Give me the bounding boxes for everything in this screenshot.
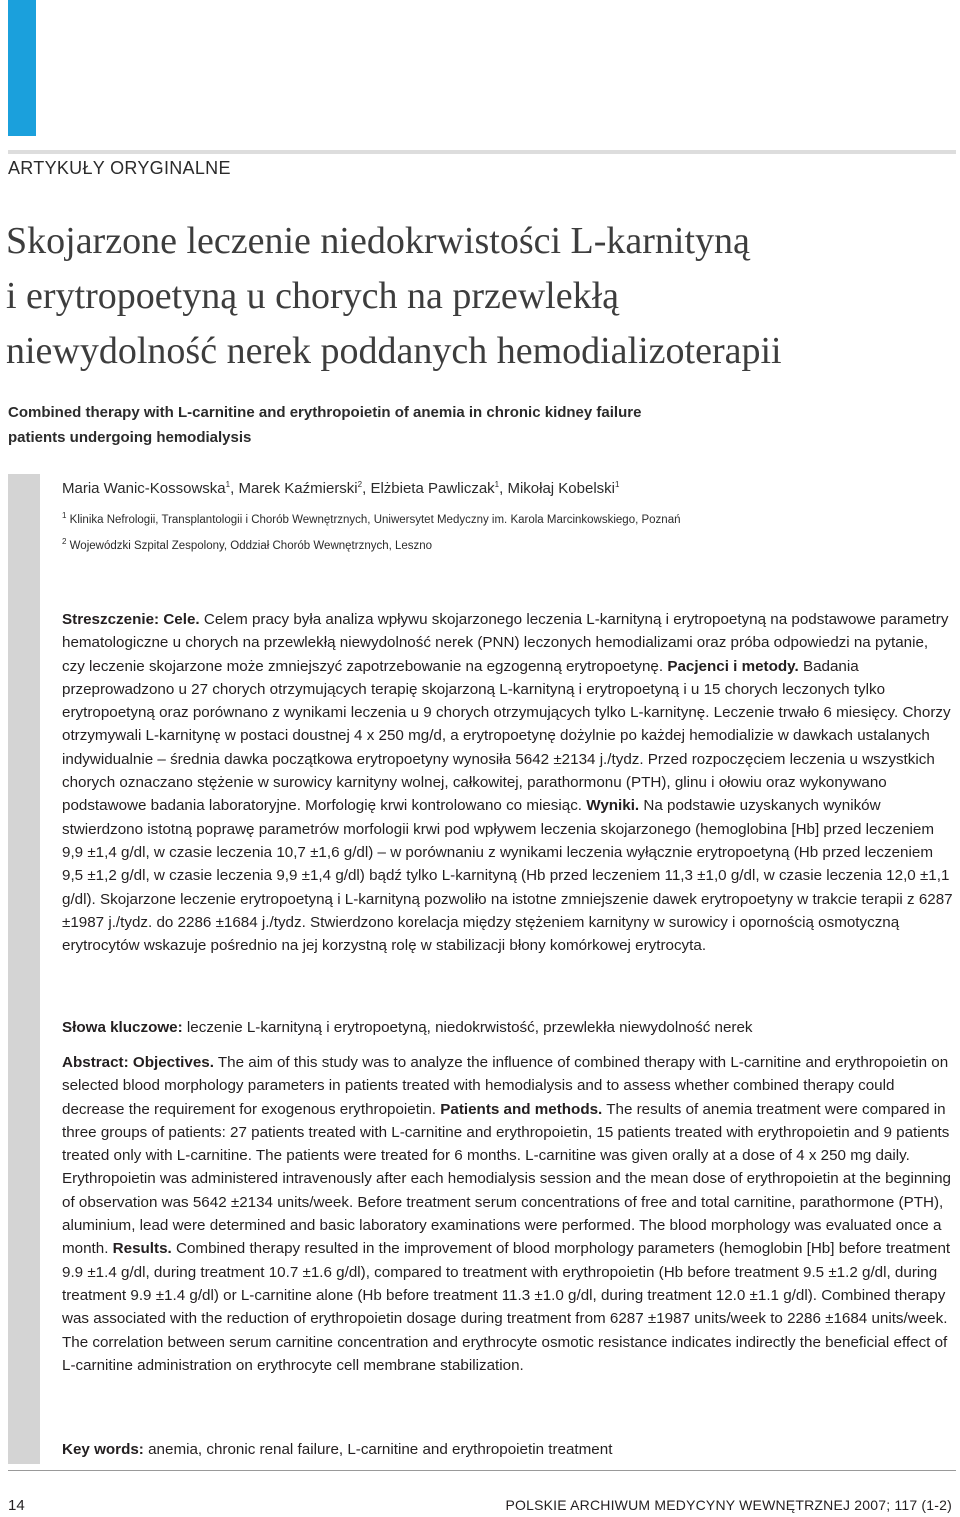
author-name: Marek Kaźmierski xyxy=(238,480,358,497)
streszczenie-label: Streszczenie: xyxy=(62,611,160,628)
author-affiliation-mark: 1 xyxy=(494,480,500,489)
english-title xyxy=(8,400,908,450)
title-line: i erytropoetyną u chorych na przewlekłą xyxy=(6,275,620,317)
author-affiliation-mark: 2 xyxy=(357,480,363,489)
slowa-kluczowe-label: Słowa kluczowe: xyxy=(62,1019,183,1036)
cele-text: Celem pracy była analiza wpływu skojarzonego leczenia L-karnityną i erytropoetyną na podstawowe parametry hematologiczne u chorych na przewlekłą niewydolność nerek (PNN) leczonych hemodializami oraz próba odpowiedzi na pytanie, czy leczenie skojarzone może zmniejszyć zapotrzebowanie na egzogenną erytropoetynę. xyxy=(62,611,949,675)
author-affiliation-mark: 1 xyxy=(225,480,231,489)
page-number: 14 xyxy=(8,1497,25,1514)
abstract-section xyxy=(62,1051,954,1377)
accent-bar xyxy=(8,0,36,136)
sidebar-gray-bar xyxy=(8,474,40,1464)
footer-divider xyxy=(8,1470,956,1471)
wyniki-text: Na podstawie uzyskanych wyników stwierdzono istotną poprawę parametrów morfologii krwi pod wpływem leczenia skojarzonego (hemoglobina [Hb] przed leczeniem 9,9 ±1,4 g/dl, w czasie leczenia 10,7 ±1,6 g/dl) – w porównaniu z wynikami leczenia wyłącznie erytropoetyną (Hb przed leczeniem 9,5 ±1,2 g/dl, w czasie leczenia 9,9 ±1,4 g/dl) bądź tylko L-karnityną (Hb przed leczeniem 11,3 ±1,0 g/dl, w czasie leczenia 12,0 ±1,1 g/dl). Skojarzone leczenie erytropoetyną i L-karnityną pozwoliło na istotne zmniejszenie dawek erytropoetyny w trakcie terapii z 6287 ±1987 j./tydz. do 2286 ±1684 j./tydz. Stwierdzono korelacja między stężeniem karnityny w surowicy i opornością osmotyczną erytrocytów wskazuje pośrednio na jej korzystną rolę w stabilizacji błony komórkowej erytrocyta. xyxy=(62,797,953,955)
author-list: Maria Wanic-Kossowska$^1$, Marek Kaźmierski$^2$, Elżbieta Pawliczak$^1$, Mikołaj Kobelski$^1$ xyxy=(62,480,620,497)
affiliation xyxy=(62,511,680,526)
key-words-text: anemia, chronic renal failure, L-carnitine and erythropoietin treatment xyxy=(148,1441,613,1458)
author-name: Maria Wanic-Kossowska xyxy=(62,480,226,497)
author-affiliation-mark: 1 xyxy=(615,480,620,489)
top-divider xyxy=(8,150,956,154)
objectives-label: Objectives. xyxy=(132,1054,214,1071)
patients-label: Patients and methods. xyxy=(440,1100,603,1118)
key-words xyxy=(62,1438,954,1461)
key-words-label: Key words: xyxy=(62,1441,144,1458)
title-line: niewydolność nerek poddanych hemodializoterapii xyxy=(6,330,782,372)
results-text: Combined therapy resulted in the improvement of blood morphology parameters (hemoglobin [Hb] before treatment 9.9 ±1.4 g/dl, during treatment 10.7 ±1.6 g/dl), compared to treatment with erythropoietin (Hb before treatment 9.5 ±1.2 g/dl, during treatment 9.9 ±1.4 g/dl) or L-carnitine alone (Hb before treatment 11.3 ±1.0 g/dl, during treatment 12.0 ±1.1 g/dl). Combined therapy was associated with the reduction of erythropoietin dosage during treatment from 6287 ±1987 units/week to 2286 ±1684 units/week. The correlation between serum carnitine concentration and erythrocyte osmotic resistance indicates indirectly the beneficial effect of L-carnitine administration on erythrocyte cell membrane stabilization. xyxy=(62,1240,951,1374)
wyniki-label: Wyniki. xyxy=(586,797,640,815)
subtitle-line: Combined therapy with L-carnitine and erythropoietin of anemia in chronic kidney failure xyxy=(8,404,642,421)
article-title xyxy=(6,214,956,379)
results-label: Results. xyxy=(112,1240,172,1258)
author-name: Elżbieta Pawliczak xyxy=(370,480,495,497)
section-label: ARTYKUŁY ORYGINALNE xyxy=(8,158,231,178)
subtitle-line: patients undergoing hemodialysis xyxy=(8,429,252,446)
affiliation xyxy=(62,537,432,552)
affiliation-mark: 2 xyxy=(62,537,67,546)
patients-text: The results of anemia treatment were compared in three groups of patients: 27 patients treated with L-carnitine and erythropoietin, 15 patients treated with erythropoietin and 9 patients treated only with L-carnitine. The patients were treated for 6 months. L-carnitine was given orally at a dose of 4 x 250 mg daily. Erythropoietin was administered intravenously after each hemodialysis session and the mean dose of erythropoietin at the beginning of observation was 5642 ±2134 units/week. Before treatment serum concentrations of free and total carnitine, parathormone (PTH), aluminium, lead were determined and basic laboratory examinations were performed. The blood morphology was evaluated once a month. xyxy=(62,1100,951,1258)
affiliation-text: Klinika Nefrologii, Transplantologii i Chorób Wewnętrznych, Uniwersytet Medyczny im. Karola Marcinkowskiego, Poznań xyxy=(69,513,681,526)
abstract-label: Abstract: xyxy=(62,1054,129,1071)
affiliation-mark: 1 xyxy=(62,511,67,520)
pacjenci-label: Pacjenci i metody. xyxy=(667,657,799,675)
journal-name: POLSKIE ARCHIWUM MEDYCYNY WEWNĘTRZNEJ 2007; 117 (1-2) xyxy=(505,1497,952,1513)
author-name: Mikołaj Kobelski xyxy=(507,480,615,497)
objectives-text: The aim of this study was to analyze the influence of combined therapy with L-carnitine and erythropoietin on selected blood morphology parameters in patients treated with hemodialysis and to assess whether combined therapy could decrease the requirement for exogenous erythropoietin. xyxy=(62,1054,949,1118)
slowa-kluczowe xyxy=(62,1016,954,1039)
cele-label: Cele. xyxy=(163,611,200,628)
streszczenie-section xyxy=(62,608,954,957)
title-line: Skojarzone leczenie niedokrwistości L-karnityną xyxy=(6,220,750,262)
slowa-kluczowe-text: leczenie L-karnityną i erytropoetyną, niedokrwistość, przewlekła niewydolność nerek xyxy=(186,1019,753,1036)
pacjenci-text: Badania przeprowadzono u 27 chorych otrzymujących terapię skojarzoną L-karnityną i erytropoetyną i u 15 chorych leczonych tylko erytropoetyną oraz porównano z wynikami leczenia u 9 chorych otrzymujących tylko L-karnitynę. Leczenie trwało 6 miesięcy. Chorzy otrzymywali L-karnitynę w postaci doustnej 4 x 250 mg/d, a erytropoetynę dożylnie po każdej hemodializie w dawkach ustalanych indywidualnie – średnia dawka początkowa erytropoetyny wynosiła 5642 ±2134 j./tydz. Przed rozpoczęciem leczenia u wszystkich chorych oznaczano stężenie w surowicy karnityny wolnej, całkowitej, parathormonu (PTH), glinu i ołowiu oraz wykonywano podstawowe badania laboratoryjne. Morfologię krwi kontrolowano co miesiąc. xyxy=(62,657,951,815)
affiliation-text: Wojewódzki Szpital Zespolony, Oddział Chorób Wewnętrznych, Leszno xyxy=(69,539,433,552)
